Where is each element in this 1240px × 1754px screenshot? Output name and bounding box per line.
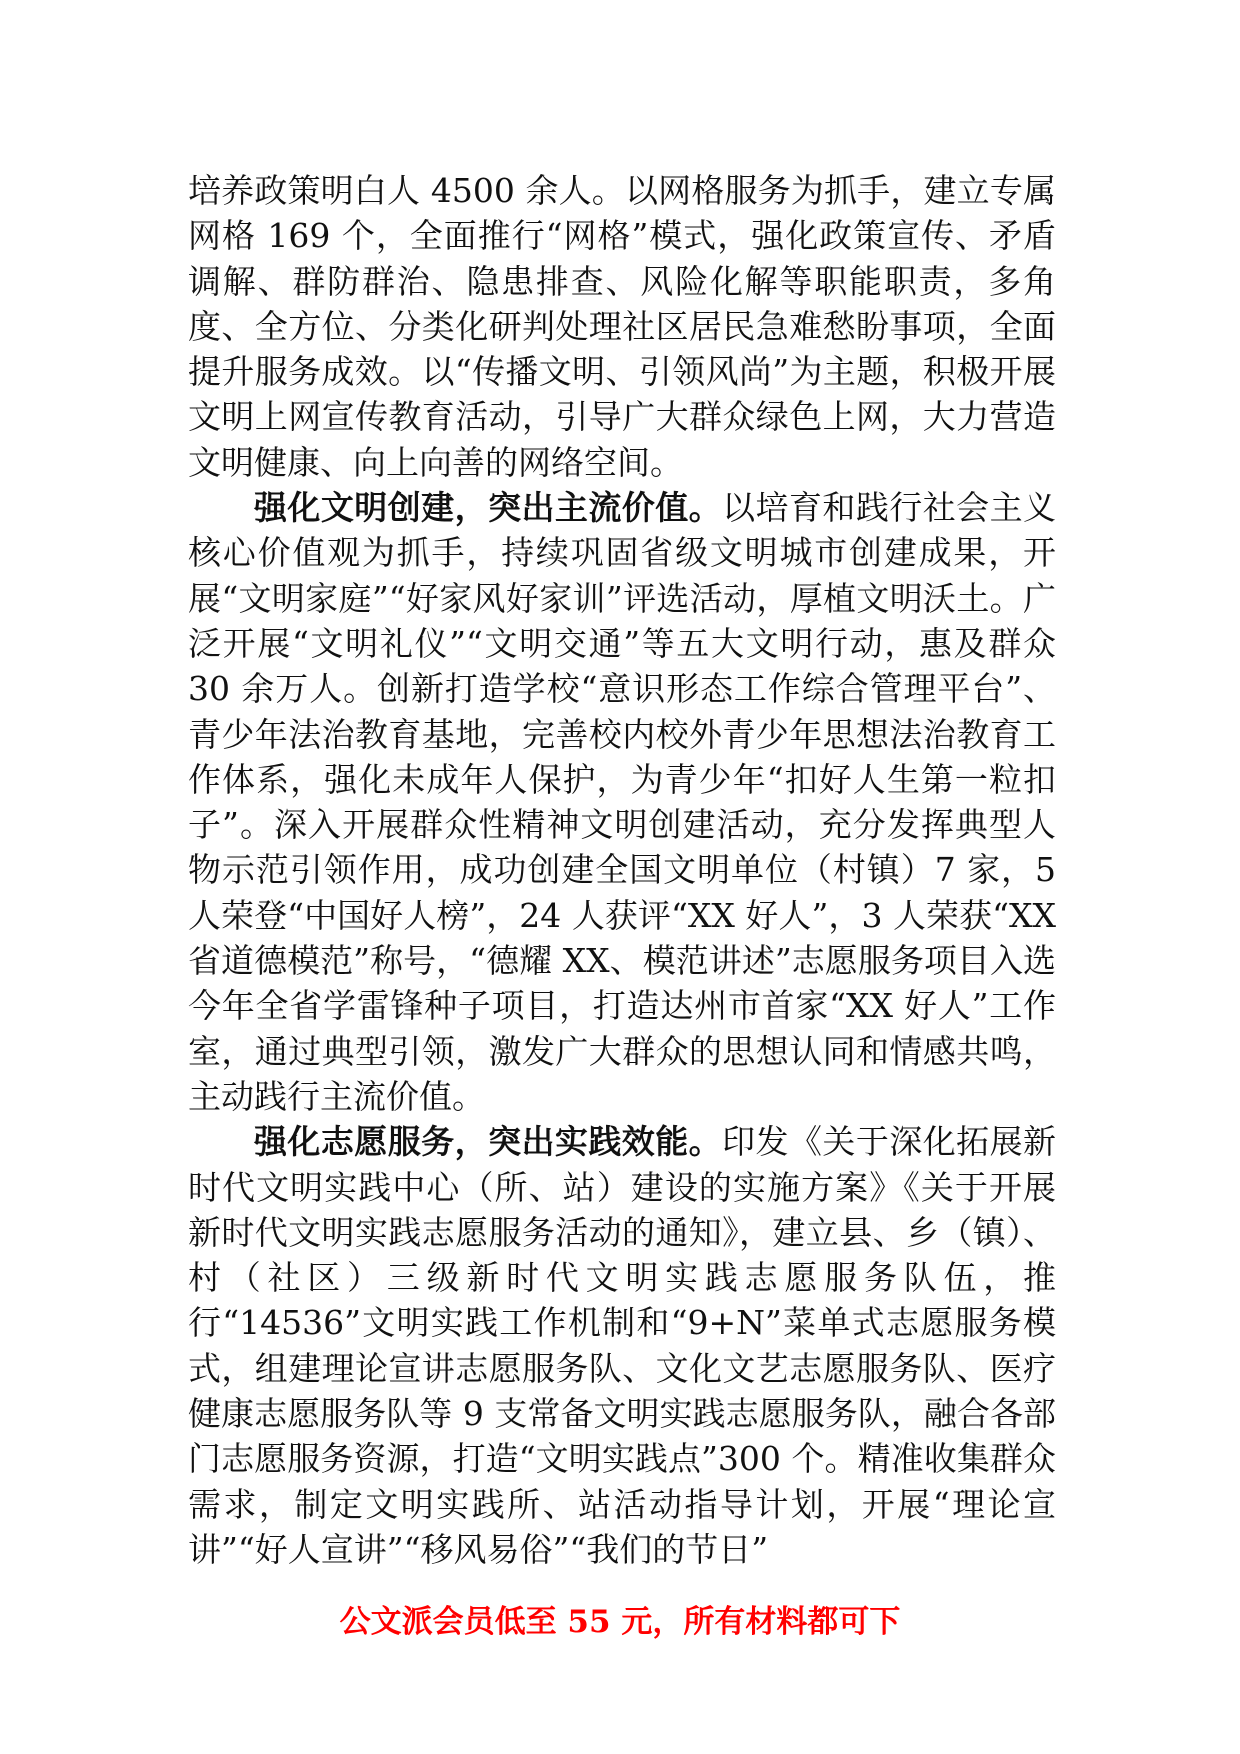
paragraph-2-heading: 强化文明创建，突出主流价值。	[254, 488, 723, 528]
paragraph-3-text: 印发《关于深化拓展新时代文明实践中心（所、站）建设的实施方案》《关于开展新时代文明实践志愿服务活动的通知》，建立县、乡（镇）、村（社区）三级新时代文明实践志愿服务队伍，推行“14536”文明实践工作机制和“9+N”菜单式志愿服务模式，组建理论宣讲志愿服务队、文化文艺志愿服务队、医疗健康志愿服务队等 9 支常备文明实践志愿服务队，融合各部门志愿服务资源，打造“文明实践点”300 个。精准收集群众需求，制定文明实践所、站活动指导计划，开展“理论宣讲”“好人宣讲”“移风易俗”“我们的节日”	[188, 1122, 1057, 1569]
paragraph-1	[188, 168, 1056, 485]
paragraph-2	[188, 485, 1056, 1119]
paragraph-1-text: 培养政策明白人 4500 余人。以网格服务为抓手，建立专属网格 169 个，全面推行“网格”模式，强化政策宣传、矛盾调解、群防群治、隐患排查、风险化解等职能职责，多角度、全方位、分类化研判处理社区居民急难愁盼事项，全面提升服务成效。以“传播文明、引领风尚”为主题，积极开展文明上网宣传教育活动，引导广大群众绿色上网，大力营造文明健康、向上向善的网络空间。	[188, 171, 1056, 482]
footer-promo-text: 公文派会员低至 55 元，所有材料都可下	[339, 1604, 901, 1640]
paragraph-3	[188, 1119, 1056, 1572]
paragraph-3-heading: 强化志愿服务，突出实践效能。	[254, 1122, 723, 1162]
paragraph-2-text: 以培育和践行社会主义核心价值观为抓手，持续巩固省级文明城市创建成果，开展“文明家庭”“好家风好家训”评选活动，厚植文明沃土。广泛开展“文明礼仪”“文明交通”等五大文明行动，惠及群众 30 余万人。创新打造学校“意识形态工作综合管理平台”、青少年法治教育基地，完善校内校外青少年思想法治教育工作体系，强化未成年人保护，为青少年“扣好人生第一粒扣子”。深入开展群众性精神文明创建活动，充分发挥典型人物示范引领作用，成功创建全国文明单位（村镇）7 家，5 人荣登“中国好人榜”，24 人获评“XX 好人”，3 人荣获“XX 省道德模范”称号，“德耀 XX、模范讲述”志愿服务项目入选今年全省学雷锋种子项目，打造达州市首家“XX 好人”工作室，通过典型引领，激发广大群众的思想认同和情感共鸣，主动践行主流价值。	[188, 488, 1057, 1116]
document-body	[188, 168, 1056, 1572]
